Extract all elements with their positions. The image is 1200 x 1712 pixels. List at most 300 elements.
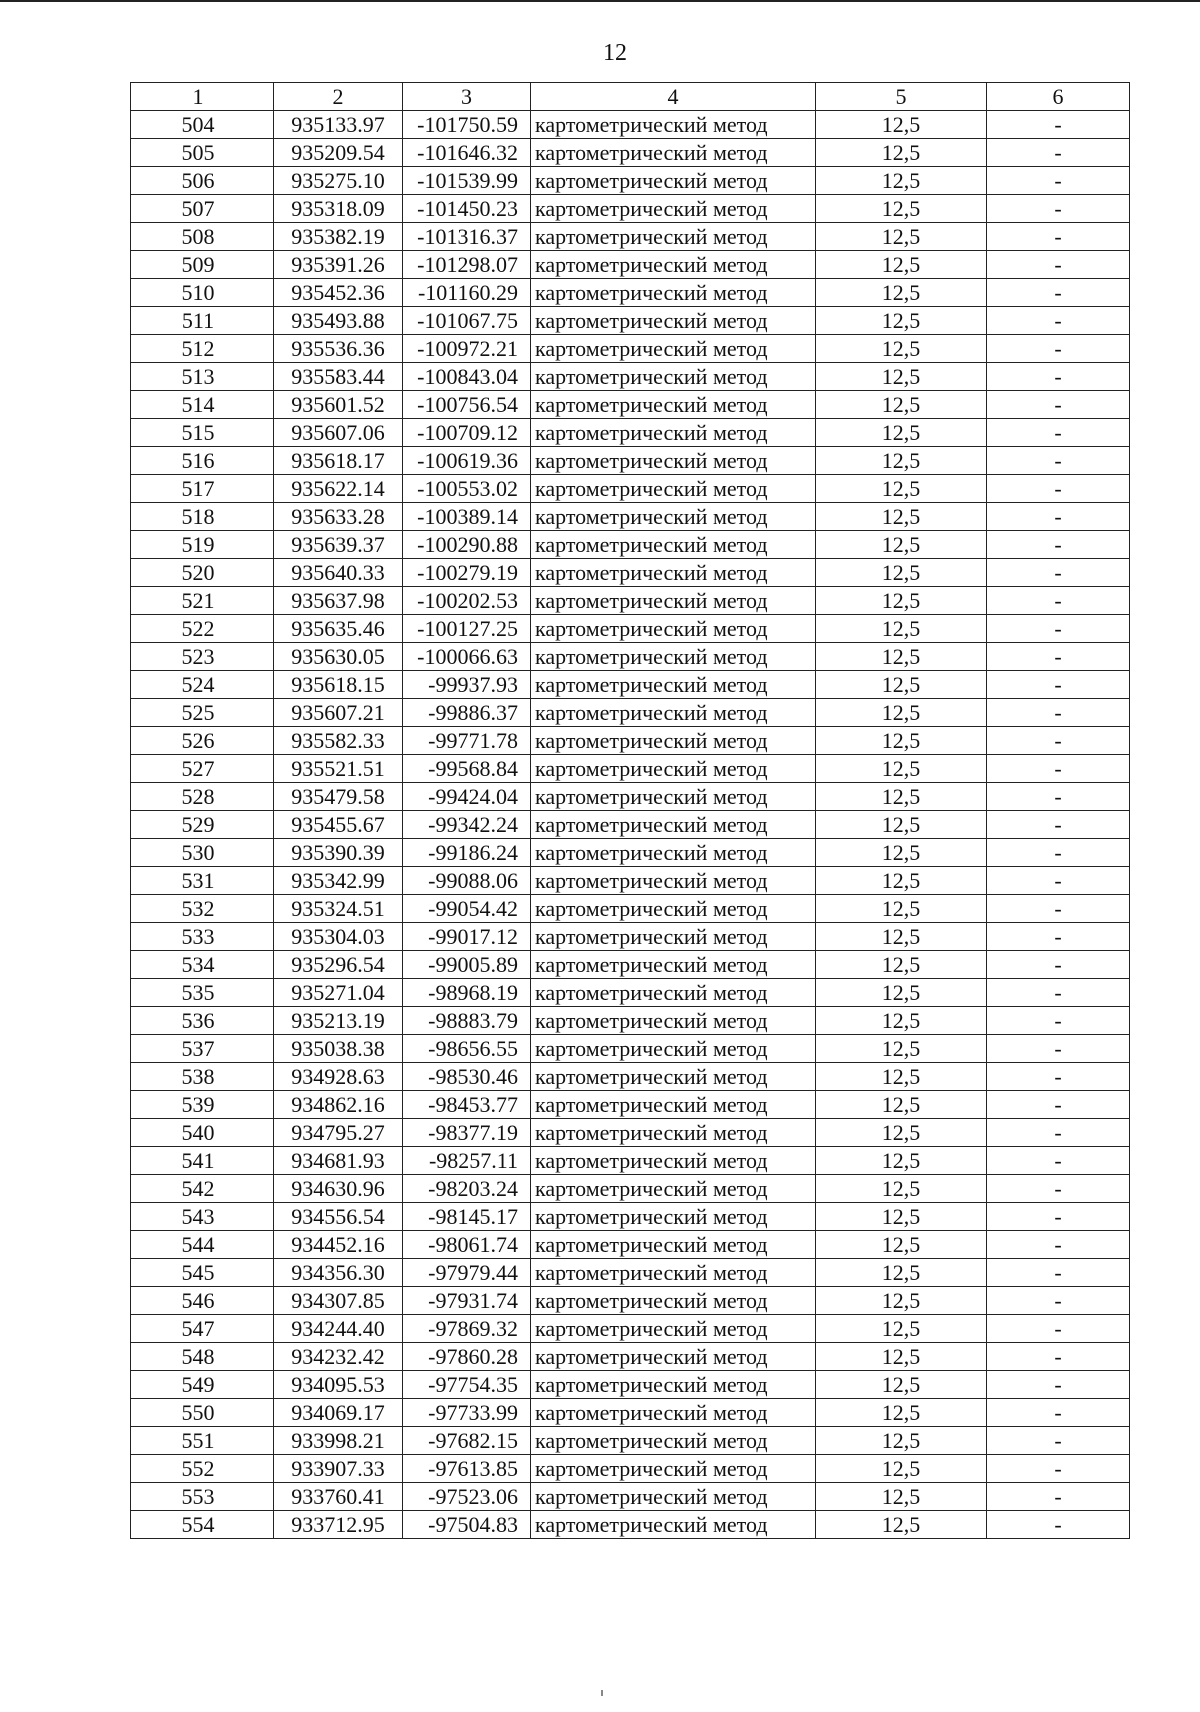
x-coordinate-cell: 935601.52 — [274, 391, 403, 419]
table-row — [131, 1091, 1130, 1119]
note-cell: - — [987, 587, 1130, 615]
note-cell: - — [987, 671, 1130, 699]
page-number: 12 — [603, 40, 627, 66]
table-row — [131, 531, 1130, 559]
method-cell: картометрический метод — [531, 587, 816, 615]
point-number-cell: 506 — [131, 167, 274, 195]
accuracy-cell: 12,5 — [816, 1091, 987, 1119]
x-coordinate-cell: 935390.39 — [274, 839, 403, 867]
accuracy-cell: 12,5 — [816, 531, 987, 559]
point-number-cell: 504 — [131, 111, 274, 139]
y-coordinate-cell: -99186.24 — [403, 839, 531, 867]
note-cell: - — [987, 167, 1130, 195]
accuracy-cell: 12,5 — [816, 1035, 987, 1063]
x-coordinate-cell: 935318.09 — [274, 195, 403, 223]
y-coordinate-cell: -97523.06 — [403, 1483, 531, 1511]
x-coordinate-cell: 934681.93 — [274, 1147, 403, 1175]
column-header: 5 — [816, 83, 987, 111]
method-cell: картометрический метод — [531, 559, 816, 587]
point-number-cell: 508 — [131, 223, 274, 251]
note-cell: - — [987, 335, 1130, 363]
point-number-cell: 535 — [131, 979, 274, 1007]
table-row — [131, 923, 1130, 951]
note-cell: - — [987, 447, 1130, 475]
point-number-cell: 534 — [131, 951, 274, 979]
table-row — [131, 503, 1130, 531]
table-row — [131, 755, 1130, 783]
y-coordinate-cell: -100553.02 — [403, 475, 531, 503]
x-coordinate-cell: 935271.04 — [274, 979, 403, 1007]
accuracy-cell: 12,5 — [816, 559, 987, 587]
column-header: 2 — [274, 83, 403, 111]
note-cell: - — [987, 251, 1130, 279]
point-number-cell: 505 — [131, 139, 274, 167]
point-number-cell: 545 — [131, 1259, 274, 1287]
accuracy-cell: 12,5 — [816, 587, 987, 615]
method-cell: картометрический метод — [531, 839, 816, 867]
table-row — [131, 307, 1130, 335]
table-row — [131, 363, 1130, 391]
accuracy-cell: 12,5 — [816, 1315, 987, 1343]
method-cell: картометрический метод — [531, 811, 816, 839]
y-coordinate-cell: -101160.29 — [403, 279, 531, 307]
method-cell: картометрический метод — [531, 1175, 816, 1203]
table-row — [131, 1455, 1130, 1483]
y-coordinate-cell: -98968.19 — [403, 979, 531, 1007]
accuracy-cell: 12,5 — [816, 419, 987, 447]
point-number-cell: 550 — [131, 1399, 274, 1427]
accuracy-cell: 12,5 — [816, 1287, 987, 1315]
point-number-cell: 538 — [131, 1063, 274, 1091]
x-coordinate-cell: 933998.21 — [274, 1427, 403, 1455]
x-coordinate-cell: 934356.30 — [274, 1259, 403, 1287]
y-coordinate-cell: -101539.99 — [403, 167, 531, 195]
accuracy-cell: 12,5 — [816, 951, 987, 979]
table-row — [131, 167, 1130, 195]
y-coordinate-cell: -101067.75 — [403, 307, 531, 335]
point-number-cell: 509 — [131, 251, 274, 279]
point-number-cell: 526 — [131, 727, 274, 755]
x-coordinate-cell: 933712.95 — [274, 1511, 403, 1539]
note-cell: - — [987, 1259, 1130, 1287]
note-cell: - — [987, 895, 1130, 923]
note-cell: - — [987, 615, 1130, 643]
top-border-line — [0, 0, 1200, 2]
note-cell: - — [987, 1175, 1130, 1203]
accuracy-cell: 12,5 — [816, 223, 987, 251]
accuracy-cell: 12,5 — [816, 1147, 987, 1175]
method-cell: картометрический метод — [531, 895, 816, 923]
method-cell: картометрический метод — [531, 475, 816, 503]
table-row — [131, 1483, 1130, 1511]
note-cell: - — [987, 643, 1130, 671]
point-number-cell: 547 — [131, 1315, 274, 1343]
x-coordinate-cell: 935493.88 — [274, 307, 403, 335]
x-coordinate-cell: 935391.26 — [274, 251, 403, 279]
x-coordinate-cell: 934095.53 — [274, 1371, 403, 1399]
accuracy-cell: 12,5 — [816, 195, 987, 223]
point-number-cell: 518 — [131, 503, 274, 531]
x-coordinate-cell: 935382.19 — [274, 223, 403, 251]
accuracy-cell: 12,5 — [816, 783, 987, 811]
point-number-cell: 525 — [131, 699, 274, 727]
table-row — [131, 783, 1130, 811]
note-cell: - — [987, 1399, 1130, 1427]
accuracy-cell: 12,5 — [816, 1259, 987, 1287]
point-number-cell: 541 — [131, 1147, 274, 1175]
x-coordinate-cell: 935618.15 — [274, 671, 403, 699]
note-cell: - — [987, 195, 1130, 223]
x-coordinate-cell: 933907.33 — [274, 1455, 403, 1483]
coordinates-table — [130, 82, 1130, 1539]
y-coordinate-cell: -99771.78 — [403, 727, 531, 755]
table-row — [131, 475, 1130, 503]
note-cell: - — [987, 279, 1130, 307]
table-row — [131, 1371, 1130, 1399]
x-coordinate-cell: 935275.10 — [274, 167, 403, 195]
accuracy-cell: 12,5 — [816, 335, 987, 363]
accuracy-cell: 12,5 — [816, 979, 987, 1007]
method-cell: картометрический метод — [531, 111, 816, 139]
accuracy-cell: 12,5 — [816, 643, 987, 671]
accuracy-cell: 12,5 — [816, 923, 987, 951]
point-number-cell: 549 — [131, 1371, 274, 1399]
table-row — [131, 1231, 1130, 1259]
table-row — [131, 1063, 1130, 1091]
y-coordinate-cell: -101750.59 — [403, 111, 531, 139]
table-row — [131, 195, 1130, 223]
method-cell: картометрический метод — [531, 307, 816, 335]
point-number-cell: 530 — [131, 839, 274, 867]
table-row — [131, 1315, 1130, 1343]
method-cell: картометрический метод — [531, 1091, 816, 1119]
method-cell: картометрический метод — [531, 1007, 816, 1035]
point-number-cell: 507 — [131, 195, 274, 223]
note-cell: - — [987, 1119, 1130, 1147]
point-number-cell: 546 — [131, 1287, 274, 1315]
y-coordinate-cell: -97869.32 — [403, 1315, 531, 1343]
method-cell: картометрический метод — [531, 1427, 816, 1455]
table-row — [131, 1035, 1130, 1063]
note-cell: - — [987, 307, 1130, 335]
method-cell: картометрический метод — [531, 279, 816, 307]
table-row — [131, 1287, 1130, 1315]
method-cell: картометрический метод — [531, 615, 816, 643]
y-coordinate-cell: -100202.53 — [403, 587, 531, 615]
x-coordinate-cell: 933760.41 — [274, 1483, 403, 1511]
method-cell: картометрический метод — [531, 503, 816, 531]
accuracy-cell: 12,5 — [816, 1343, 987, 1371]
y-coordinate-cell: -100389.14 — [403, 503, 531, 531]
x-coordinate-cell: 934795.27 — [274, 1119, 403, 1147]
accuracy-cell: 12,5 — [816, 1203, 987, 1231]
y-coordinate-cell: -97733.99 — [403, 1399, 531, 1427]
column-header: 6 — [987, 83, 1130, 111]
y-coordinate-cell: -100066.63 — [403, 643, 531, 671]
y-coordinate-cell: -98257.11 — [403, 1147, 531, 1175]
point-number-cell: 522 — [131, 615, 274, 643]
method-cell: картометрический метод — [531, 139, 816, 167]
method-cell: картометрический метод — [531, 1483, 816, 1511]
method-cell: картометрический метод — [531, 783, 816, 811]
table-row — [131, 1119, 1130, 1147]
table-row — [131, 811, 1130, 839]
accuracy-cell: 12,5 — [816, 671, 987, 699]
accuracy-cell: 12,5 — [816, 1175, 987, 1203]
y-coordinate-cell: -97931.74 — [403, 1287, 531, 1315]
method-cell: картометрический метод — [531, 643, 816, 671]
note-cell: - — [987, 111, 1130, 139]
table-row — [131, 223, 1130, 251]
note-cell: - — [987, 503, 1130, 531]
note-cell: - — [987, 1427, 1130, 1455]
x-coordinate-cell: 935640.33 — [274, 559, 403, 587]
point-number-cell: 554 — [131, 1511, 274, 1539]
y-coordinate-cell: -98061.74 — [403, 1231, 531, 1259]
note-cell: - — [987, 531, 1130, 559]
table-row — [131, 727, 1130, 755]
accuracy-cell: 12,5 — [816, 363, 987, 391]
point-number-cell: 513 — [131, 363, 274, 391]
method-cell: картометрический метод — [531, 699, 816, 727]
table-row — [131, 895, 1130, 923]
accuracy-cell: 12,5 — [816, 1399, 987, 1427]
x-coordinate-cell: 935637.98 — [274, 587, 403, 615]
accuracy-cell: 12,5 — [816, 811, 987, 839]
y-coordinate-cell: -101450.23 — [403, 195, 531, 223]
point-number-cell: 536 — [131, 1007, 274, 1035]
note-cell: - — [987, 811, 1130, 839]
x-coordinate-cell: 934630.96 — [274, 1175, 403, 1203]
method-cell: картометрический метод — [531, 419, 816, 447]
x-coordinate-cell: 934244.40 — [274, 1315, 403, 1343]
note-cell: - — [987, 1287, 1130, 1315]
note-cell: - — [987, 139, 1130, 167]
note-cell: - — [987, 979, 1130, 1007]
note-cell: - — [987, 1371, 1130, 1399]
note-cell: - — [987, 1343, 1130, 1371]
y-coordinate-cell: -97754.35 — [403, 1371, 531, 1399]
y-coordinate-cell: -100290.88 — [403, 531, 531, 559]
method-cell: картометрический метод — [531, 1371, 816, 1399]
point-number-cell: 528 — [131, 783, 274, 811]
note-cell: - — [987, 1035, 1130, 1063]
method-cell: картометрический метод — [531, 223, 816, 251]
point-number-cell: 532 — [131, 895, 274, 923]
x-coordinate-cell: 935536.36 — [274, 335, 403, 363]
method-cell: картометрический метод — [531, 1063, 816, 1091]
x-coordinate-cell: 935639.37 — [274, 531, 403, 559]
point-number-cell: 519 — [131, 531, 274, 559]
method-cell: картометрический метод — [531, 335, 816, 363]
x-coordinate-cell: 934069.17 — [274, 1399, 403, 1427]
y-coordinate-cell: -99424.04 — [403, 783, 531, 811]
y-coordinate-cell: -97682.15 — [403, 1427, 531, 1455]
x-coordinate-cell: 934232.42 — [274, 1343, 403, 1371]
note-cell: - — [987, 1231, 1130, 1259]
accuracy-cell: 12,5 — [816, 139, 987, 167]
point-number-cell: 514 — [131, 391, 274, 419]
note-cell: - — [987, 475, 1130, 503]
accuracy-cell: 12,5 — [816, 1119, 987, 1147]
y-coordinate-cell: -98453.77 — [403, 1091, 531, 1119]
method-cell: картометрический метод — [531, 1343, 816, 1371]
table-row — [131, 867, 1130, 895]
note-cell: - — [987, 223, 1130, 251]
accuracy-cell: 12,5 — [816, 1371, 987, 1399]
point-number-cell: 510 — [131, 279, 274, 307]
point-number-cell: 552 — [131, 1455, 274, 1483]
x-coordinate-cell: 935633.28 — [274, 503, 403, 531]
note-cell: - — [987, 951, 1130, 979]
method-cell: картометрический метод — [531, 1035, 816, 1063]
method-cell: картометрический метод — [531, 1511, 816, 1539]
method-cell: картометрический метод — [531, 363, 816, 391]
x-coordinate-cell: 934307.85 — [274, 1287, 403, 1315]
accuracy-cell: 12,5 — [816, 1483, 987, 1511]
method-cell: картометрический метод — [531, 727, 816, 755]
x-coordinate-cell: 935455.67 — [274, 811, 403, 839]
note-cell: - — [987, 419, 1130, 447]
point-number-cell: 516 — [131, 447, 274, 475]
column-header: 4 — [531, 83, 816, 111]
note-cell: - — [987, 1511, 1130, 1539]
y-coordinate-cell: -101316.37 — [403, 223, 531, 251]
accuracy-cell: 12,5 — [816, 727, 987, 755]
y-coordinate-cell: -99088.06 — [403, 867, 531, 895]
note-cell: - — [987, 1315, 1130, 1343]
accuracy-cell: 12,5 — [816, 1511, 987, 1539]
point-number-cell: 531 — [131, 867, 274, 895]
accuracy-cell: 12,5 — [816, 1231, 987, 1259]
note-cell: - — [987, 1483, 1130, 1511]
table-row — [131, 979, 1130, 1007]
y-coordinate-cell: -99017.12 — [403, 923, 531, 951]
accuracy-cell: 12,5 — [816, 111, 987, 139]
point-number-cell: 527 — [131, 755, 274, 783]
table-row — [131, 1399, 1130, 1427]
point-number-cell: 533 — [131, 923, 274, 951]
method-cell: картометрический метод — [531, 1203, 816, 1231]
x-coordinate-cell: 935038.38 — [274, 1035, 403, 1063]
method-cell: картометрический метод — [531, 671, 816, 699]
point-number-cell: 520 — [131, 559, 274, 587]
method-cell: картометрический метод — [531, 979, 816, 1007]
x-coordinate-cell: 935607.06 — [274, 419, 403, 447]
table-row — [131, 671, 1130, 699]
point-number-cell: 529 — [131, 811, 274, 839]
note-cell: - — [987, 783, 1130, 811]
table-row — [131, 839, 1130, 867]
y-coordinate-cell: -98656.55 — [403, 1035, 531, 1063]
x-coordinate-cell: 935324.51 — [274, 895, 403, 923]
y-coordinate-cell: -97504.83 — [403, 1511, 531, 1539]
y-coordinate-cell: -100127.25 — [403, 615, 531, 643]
method-cell: картометрический метод — [531, 1455, 816, 1483]
x-coordinate-cell: 934556.54 — [274, 1203, 403, 1231]
table-row — [131, 139, 1130, 167]
accuracy-cell: 12,5 — [816, 839, 987, 867]
note-cell: - — [987, 391, 1130, 419]
accuracy-cell: 12,5 — [816, 251, 987, 279]
y-coordinate-cell: -100843.04 — [403, 363, 531, 391]
accuracy-cell: 12,5 — [816, 1007, 987, 1035]
table-row — [131, 1511, 1130, 1539]
table-row — [131, 1259, 1130, 1287]
table-row — [131, 419, 1130, 447]
point-number-cell: 515 — [131, 419, 274, 447]
column-header: 3 — [403, 83, 531, 111]
accuracy-cell: 12,5 — [816, 279, 987, 307]
accuracy-cell: 12,5 — [816, 755, 987, 783]
table-row — [131, 587, 1130, 615]
y-coordinate-cell: -100619.36 — [403, 447, 531, 475]
point-number-cell: 512 — [131, 335, 274, 363]
accuracy-cell: 12,5 — [816, 615, 987, 643]
x-coordinate-cell: 935618.17 — [274, 447, 403, 475]
y-coordinate-cell: -97613.85 — [403, 1455, 531, 1483]
note-cell: - — [987, 1063, 1130, 1091]
point-number-cell: 517 — [131, 475, 274, 503]
y-coordinate-cell: -101298.07 — [403, 251, 531, 279]
note-cell: - — [987, 867, 1130, 895]
accuracy-cell: 12,5 — [816, 475, 987, 503]
method-cell: картометрический метод — [531, 251, 816, 279]
table-row — [131, 279, 1130, 307]
y-coordinate-cell: -99568.84 — [403, 755, 531, 783]
x-coordinate-cell: 935479.58 — [274, 783, 403, 811]
x-coordinate-cell: 934452.16 — [274, 1231, 403, 1259]
note-cell: - — [987, 699, 1130, 727]
x-coordinate-cell: 935209.54 — [274, 139, 403, 167]
point-number-cell: 540 — [131, 1119, 274, 1147]
table-row — [131, 335, 1130, 363]
x-coordinate-cell: 935635.46 — [274, 615, 403, 643]
point-number-cell: 539 — [131, 1091, 274, 1119]
method-cell: картометрический метод — [531, 447, 816, 475]
note-cell: - — [987, 727, 1130, 755]
point-number-cell: 523 — [131, 643, 274, 671]
x-coordinate-cell: 935452.36 — [274, 279, 403, 307]
x-coordinate-cell: 935607.21 — [274, 699, 403, 727]
scan-mark — [601, 1690, 603, 1696]
y-coordinate-cell: -98530.46 — [403, 1063, 531, 1091]
method-cell: картометрический метод — [531, 1231, 816, 1259]
x-coordinate-cell: 935622.14 — [274, 475, 403, 503]
point-number-cell: 537 — [131, 1035, 274, 1063]
table-row — [131, 643, 1130, 671]
method-cell: картометрический метод — [531, 391, 816, 419]
table-row — [131, 251, 1130, 279]
y-coordinate-cell: -97979.44 — [403, 1259, 531, 1287]
point-number-cell: 543 — [131, 1203, 274, 1231]
point-number-cell: 521 — [131, 587, 274, 615]
y-coordinate-cell: -100709.12 — [403, 419, 531, 447]
accuracy-cell: 12,5 — [816, 391, 987, 419]
accuracy-cell: 12,5 — [816, 1427, 987, 1455]
y-coordinate-cell: -98145.17 — [403, 1203, 531, 1231]
method-cell: картометрический метод — [531, 951, 816, 979]
table-row — [131, 1147, 1130, 1175]
table-row — [131, 699, 1130, 727]
method-cell: картометрический метод — [531, 195, 816, 223]
accuracy-cell: 12,5 — [816, 699, 987, 727]
table-row — [131, 1175, 1130, 1203]
note-cell: - — [987, 559, 1130, 587]
method-cell: картометрический метод — [531, 1287, 816, 1315]
x-coordinate-cell: 935582.33 — [274, 727, 403, 755]
x-coordinate-cell: 934862.16 — [274, 1091, 403, 1119]
